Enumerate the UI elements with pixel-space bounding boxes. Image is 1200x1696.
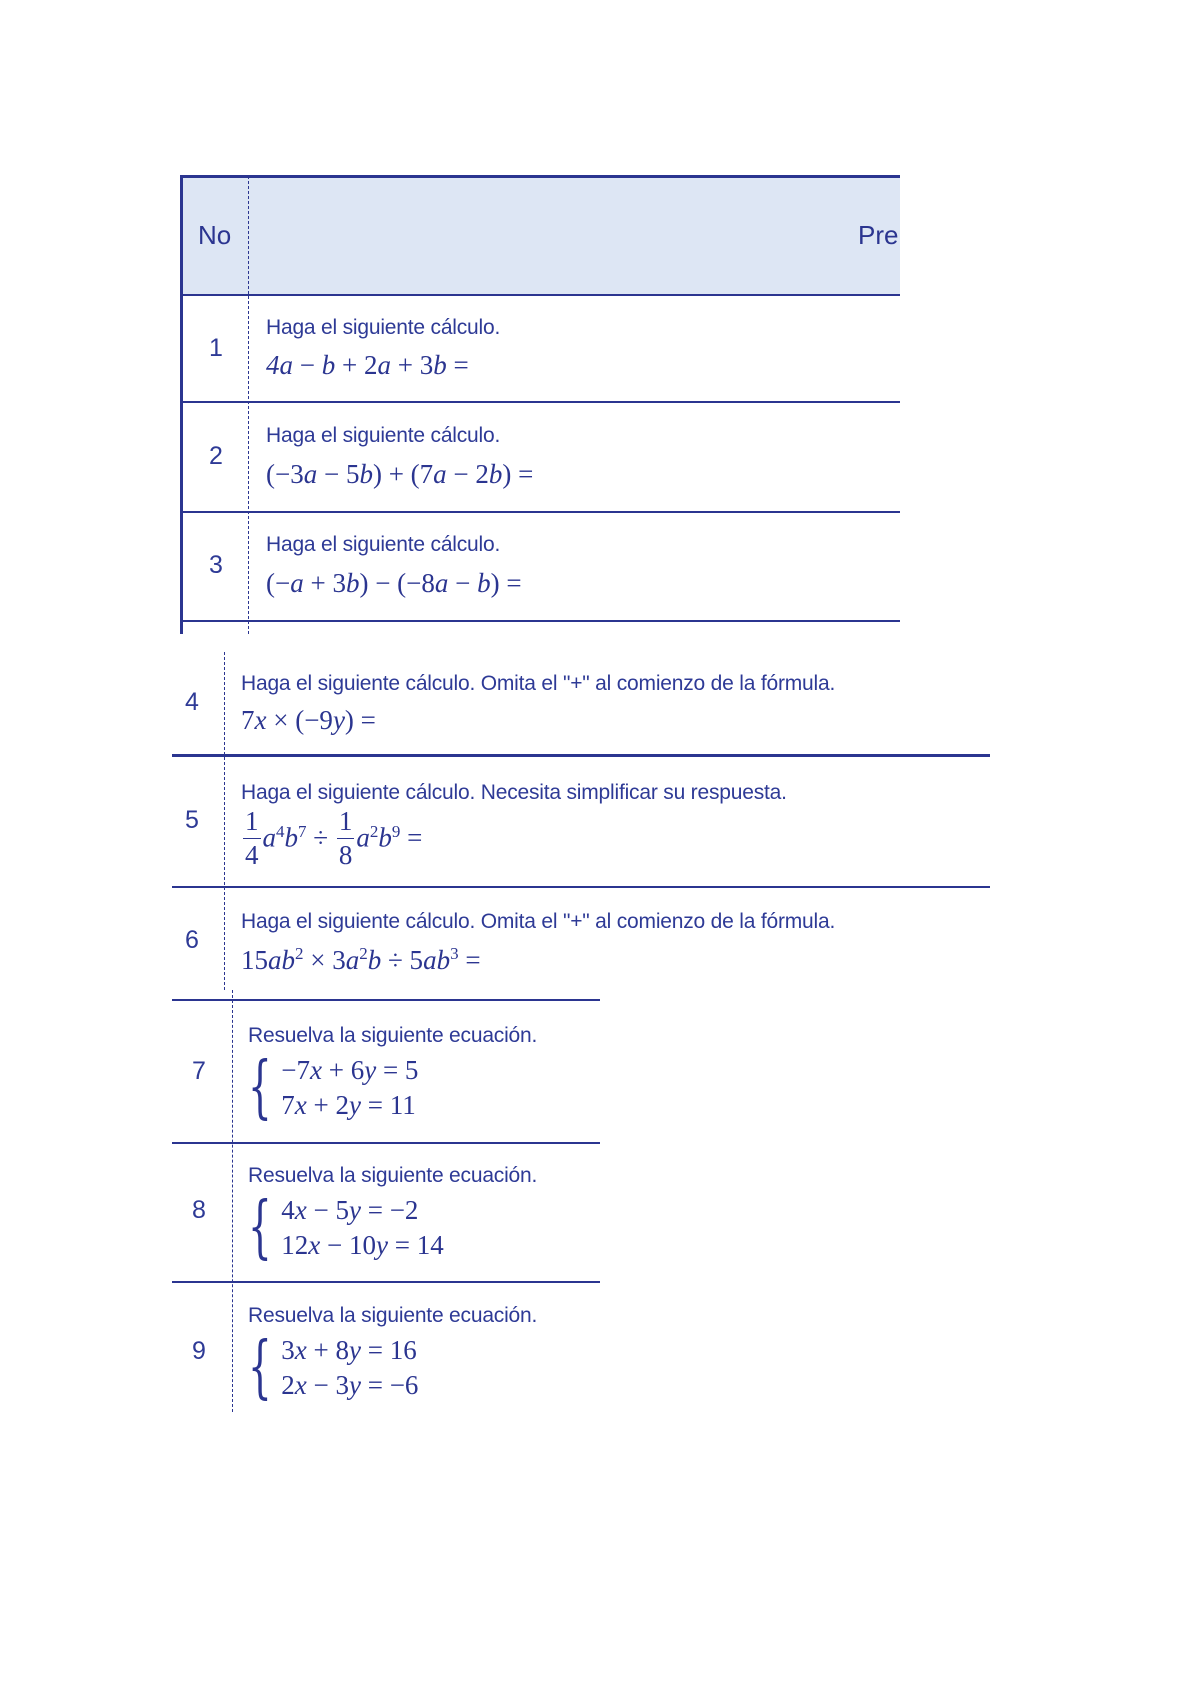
question-formula: $15ab^2 \times 3a^2b \div 5ab^3$ = xyxy=(241,944,481,975)
table-left-border xyxy=(180,176,183,634)
column-separator xyxy=(232,990,233,1412)
row-divider xyxy=(180,620,900,622)
header-bottom-line xyxy=(180,294,900,296)
header-question: Pre xyxy=(858,220,899,250)
row-number: 9 xyxy=(192,1337,206,1365)
column-separator xyxy=(224,652,225,990)
row-divider xyxy=(172,886,990,888)
row-number: 8 xyxy=(192,1196,206,1224)
question-instruction: Resuelva la siguiente ecuación. xyxy=(248,1024,538,1047)
question-instruction: Haga el siguiente cálculo. Omita el "+" al comienzo de la fórmula. xyxy=(241,910,836,933)
row-number: 4 xyxy=(185,688,199,716)
row-divider xyxy=(180,511,900,513)
row-number: 5 xyxy=(185,806,199,834)
column-separator xyxy=(248,176,249,634)
row-number: 6 xyxy=(185,926,199,954)
question-instruction: Haga el siguiente cálculo. Omita el "+" al comienzo de la fórmula. xyxy=(241,672,836,695)
row-divider xyxy=(180,401,900,403)
question-instruction: Haga el siguiente cálculo. Necesita simplificar su respuesta. xyxy=(241,781,787,804)
equation-system: { 4x − 5y = −2 12x − 10y = 14 xyxy=(248,1188,444,1267)
left-brace-icon: { xyxy=(248,1188,272,1267)
question-formula: (−a + 3b) − (−8a − b) = xyxy=(266,568,522,598)
header-top-line xyxy=(180,175,900,178)
left-brace-icon: { xyxy=(248,1328,272,1407)
row-divider xyxy=(172,1142,600,1144)
question-formula: 4a − b + 2a + 3b = xyxy=(266,350,469,380)
question-instruction: Haga el siguiente cálculo. xyxy=(266,316,501,339)
question-instruction: Resuelva la siguiente ecuación. xyxy=(248,1164,538,1187)
row-number: 1 xyxy=(209,334,223,362)
left-brace-icon: { xyxy=(248,1048,272,1127)
question-instruction: Resuelva la siguiente ecuación. xyxy=(248,1304,538,1327)
question-formula: $\frac{1}{4}$ $a^4b^7$ ÷ $\frac{1}{8}$ $a^2b^9$ = xyxy=(245,806,423,870)
row-number: 3 xyxy=(209,551,223,579)
table-header xyxy=(182,176,900,295)
equation-system: { −7x + 6y = 5 7x + 2y = 11 xyxy=(248,1048,419,1127)
row-number: 7 xyxy=(192,1057,206,1085)
question-instruction: Haga el siguiente cálculo. xyxy=(266,533,501,556)
question-formula: (−3a − 5b) + (7a − 2b) = xyxy=(266,459,534,489)
row-divider xyxy=(172,1281,600,1283)
row-divider xyxy=(172,754,990,757)
row-number: 2 xyxy=(209,442,223,470)
equation-system: { 3x + 8y = 16 2x − 3y = −6 xyxy=(248,1328,419,1407)
question-formula: 7x × (−9y) = xyxy=(241,705,376,735)
question-instruction: Haga el siguiente cálculo. xyxy=(266,424,501,447)
header-no: No xyxy=(198,220,232,250)
row-divider xyxy=(172,999,600,1001)
